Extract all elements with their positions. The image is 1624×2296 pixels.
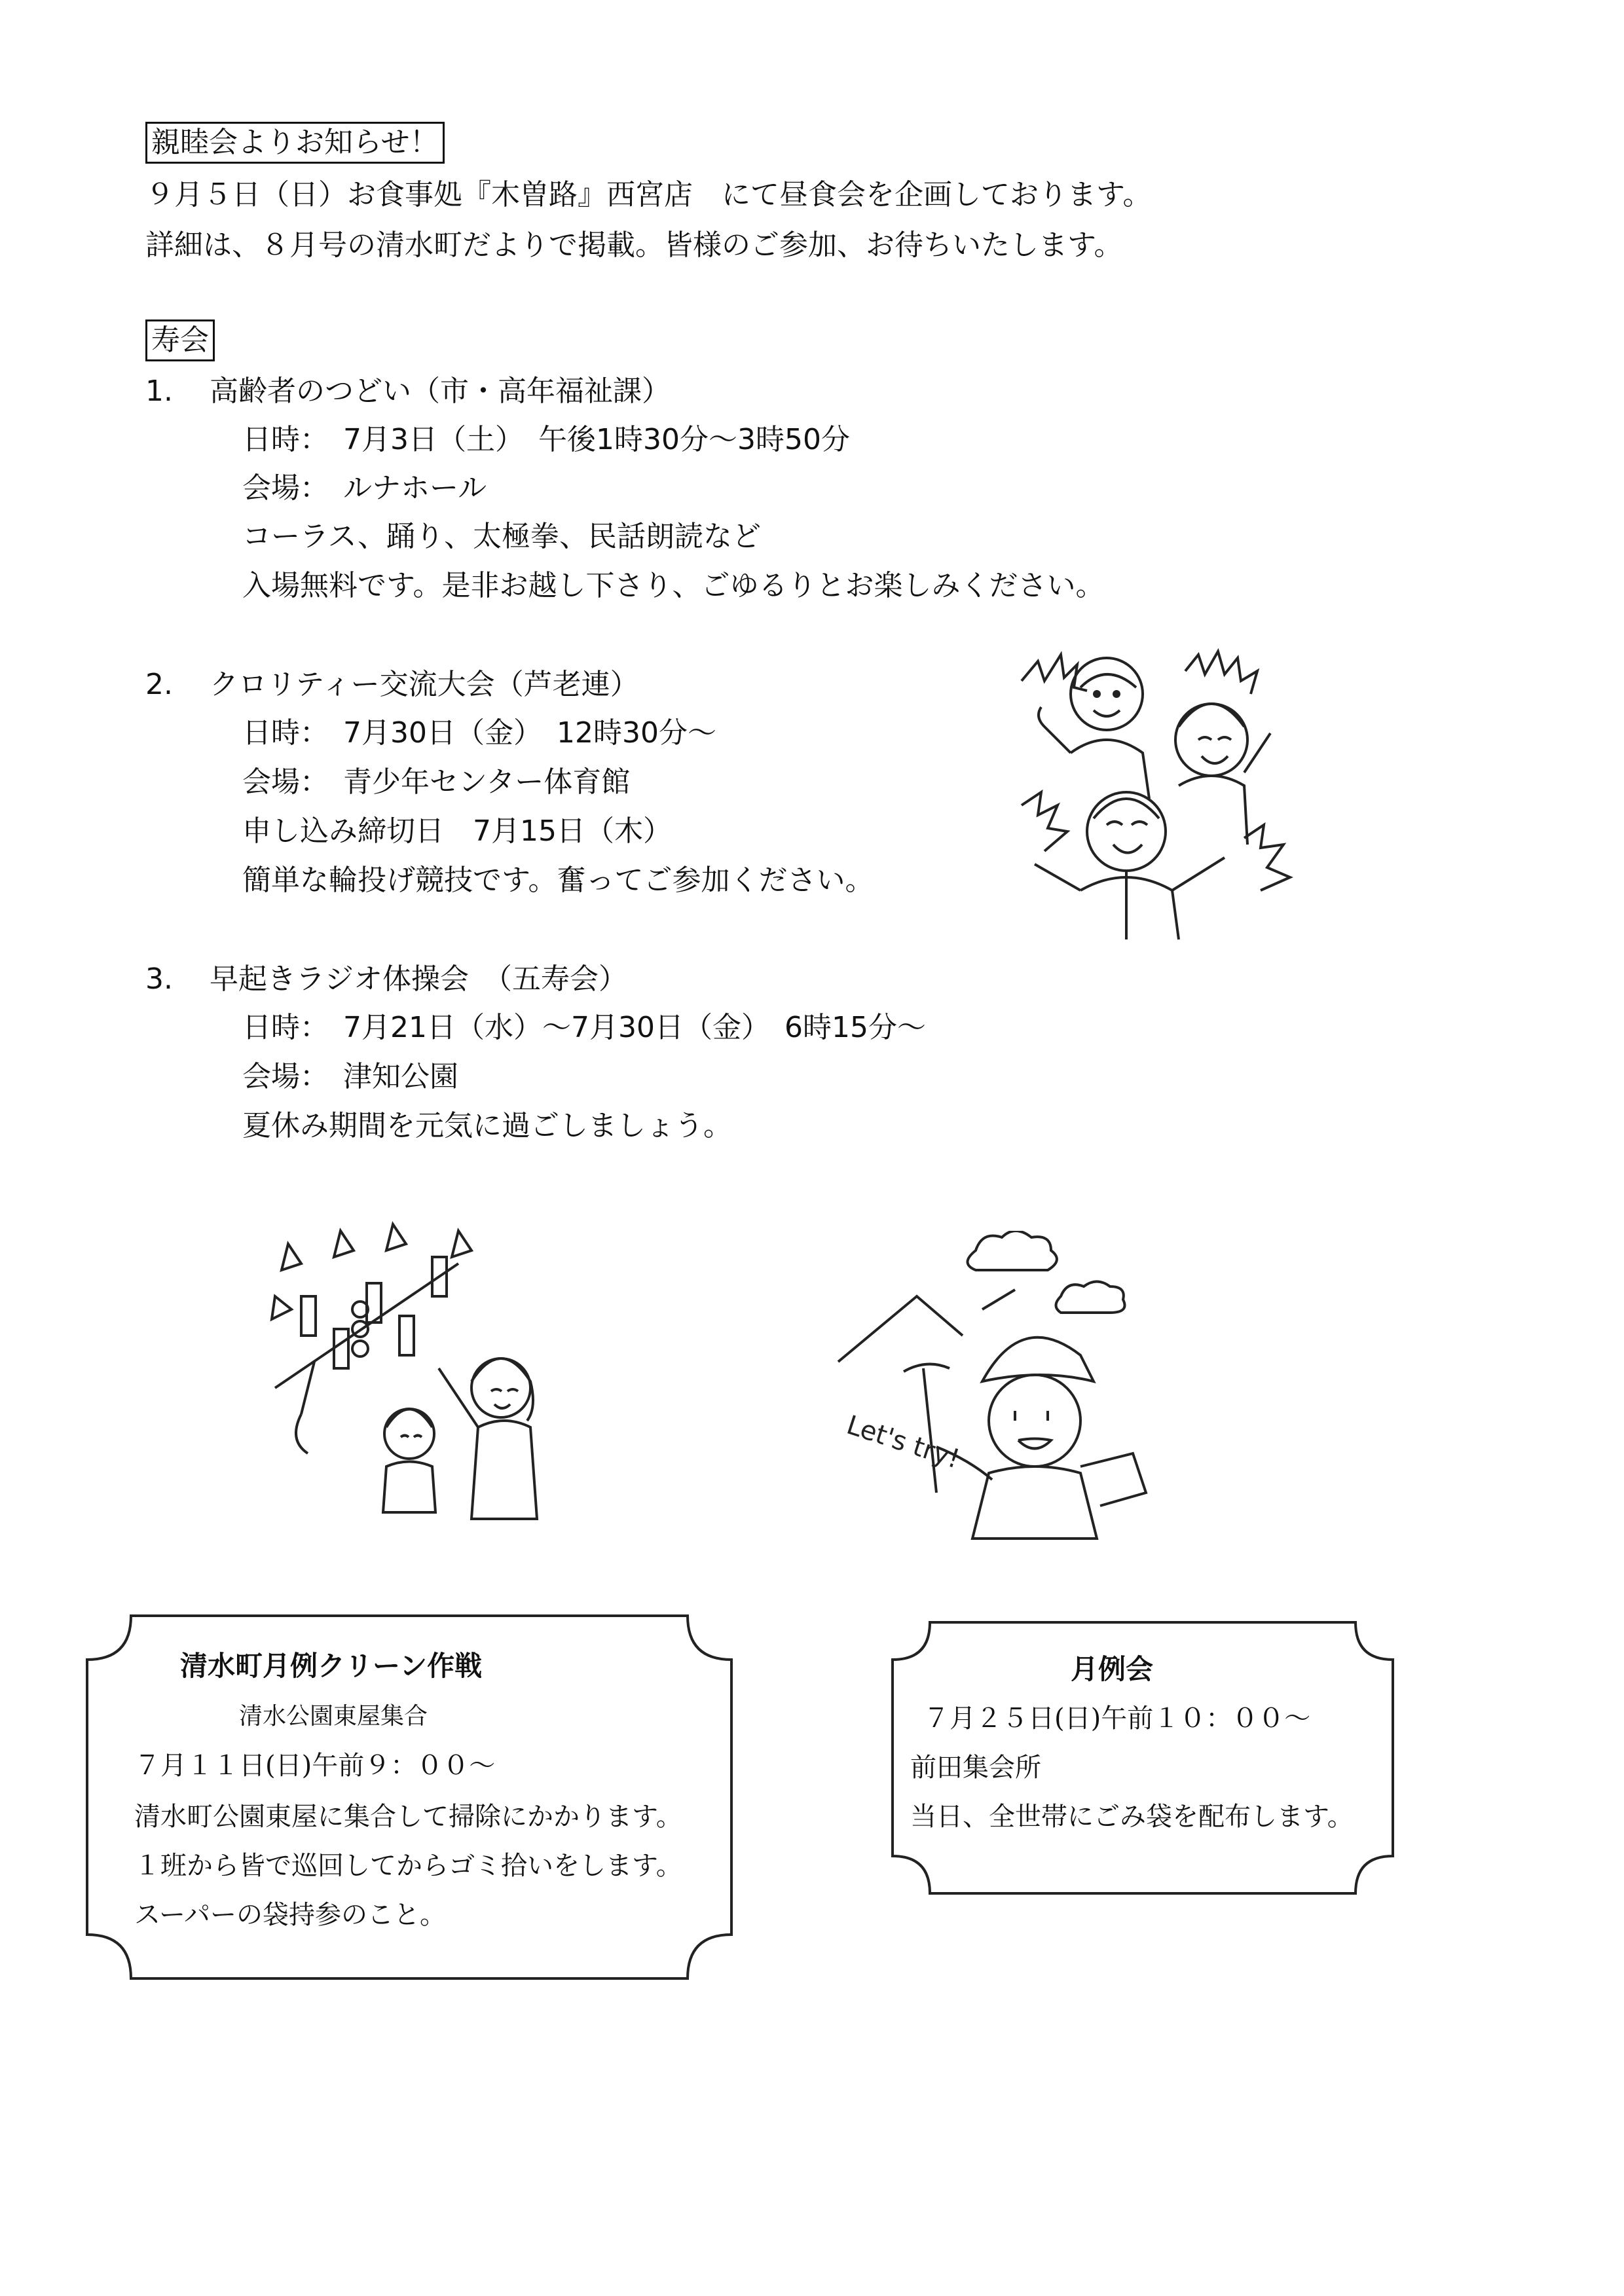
clean-box-line-2: １班から皆で巡回してからゴミ拾いをします。 bbox=[134, 1851, 682, 1881]
monthly-box-title: 月例会 bbox=[1071, 1653, 1154, 1685]
item-3-line-3: 夏休み期間を元気に過ごしましょう。 bbox=[242, 1109, 732, 1142]
clean-box-subtitle: 清水公園東屋集合 bbox=[239, 1703, 428, 1730]
item-3-title: 早起きラジオ体操会 （五寿会） bbox=[210, 962, 627, 996]
tanabata-illustration bbox=[262, 1218, 576, 1525]
item-1-line-3: コーラス、踊り、太極拳、民話朗読など bbox=[242, 520, 761, 553]
clean-box-title: 清水町月例クリーン作戦 bbox=[180, 1650, 483, 1682]
elderly-cheering-illustration bbox=[1008, 642, 1303, 943]
kotobuki-heading bbox=[145, 319, 215, 361]
item-1-line-2: 会場： ルナホール bbox=[242, 471, 487, 505]
shinboku-heading bbox=[145, 122, 445, 164]
item-3-number: 3. bbox=[145, 962, 173, 996]
shinboku-line-2: 詳細は、８月号の清水町だよりで掲載。皆様のご参加、お待ちいたします。 bbox=[145, 228, 1123, 262]
item-3-line-2: 会場： 津知公園 bbox=[242, 1060, 458, 1093]
item-1-number: 1. bbox=[145, 374, 173, 408]
item-1-line-1: 日時： 7月3日（土） 午後1時30分～3時50分 bbox=[242, 423, 850, 456]
clean-box-line-3: スーパーの袋持参のこと。 bbox=[134, 1900, 446, 1930]
item-1-line-4: 入場無料です。是非お越し下さり、ごゆるりとお楽しみください。 bbox=[242, 569, 1105, 602]
monthly-box-date: ７月２５日(日)午前１０：００～ bbox=[923, 1704, 1311, 1734]
clean-operation-box bbox=[85, 1614, 733, 1980]
item-1-title: 高齢者のつどい（市・高年福祉課） bbox=[210, 374, 671, 408]
item-2-line-1: 日時： 7月30日（金） 12時30分～ bbox=[242, 716, 716, 750]
shinboku-line-1: ９月５日（日）お食事処『木曽路』西宮店 にて昼食会を企画しております。 bbox=[145, 178, 1152, 211]
monthly-box-note: 当日、全世帯にごみ袋を配布します。 bbox=[910, 1802, 1354, 1832]
item-2-line-4: 簡単な輪投げ競技です。奮ってご参加ください。 bbox=[242, 864, 874, 897]
item-2-number: 2. bbox=[145, 668, 173, 701]
shinboku-heading-box: 親睦会よりお知らせ！ bbox=[145, 122, 445, 164]
item-2-title: クロリティー交流大会（芦老連） bbox=[210, 668, 639, 701]
item-2-line-2: 会場： 青少年センター体育館 bbox=[242, 765, 631, 799]
clean-box-line-1: 清水町公園東屋に集合して掃除にかかります。 bbox=[134, 1802, 682, 1832]
clean-box-date: ７月１１日(日)午前９：００～ bbox=[134, 1751, 496, 1781]
item-3-line-1: 日時： 7月21日（水）～7月30日（金） 6時15分～ bbox=[242, 1011, 926, 1044]
hiker-annotation: Let's try! bbox=[843, 1410, 964, 1475]
hiker-illustration bbox=[832, 1231, 1159, 1545]
monthly-box-place: 前田集会所 bbox=[910, 1753, 1041, 1783]
item-2-line-3: 申し込み締切日 7月15日（木） bbox=[242, 814, 672, 848]
kotobuki-heading-box: 寿会 bbox=[145, 319, 215, 361]
monthly-meeting-box bbox=[891, 1620, 1395, 1895]
